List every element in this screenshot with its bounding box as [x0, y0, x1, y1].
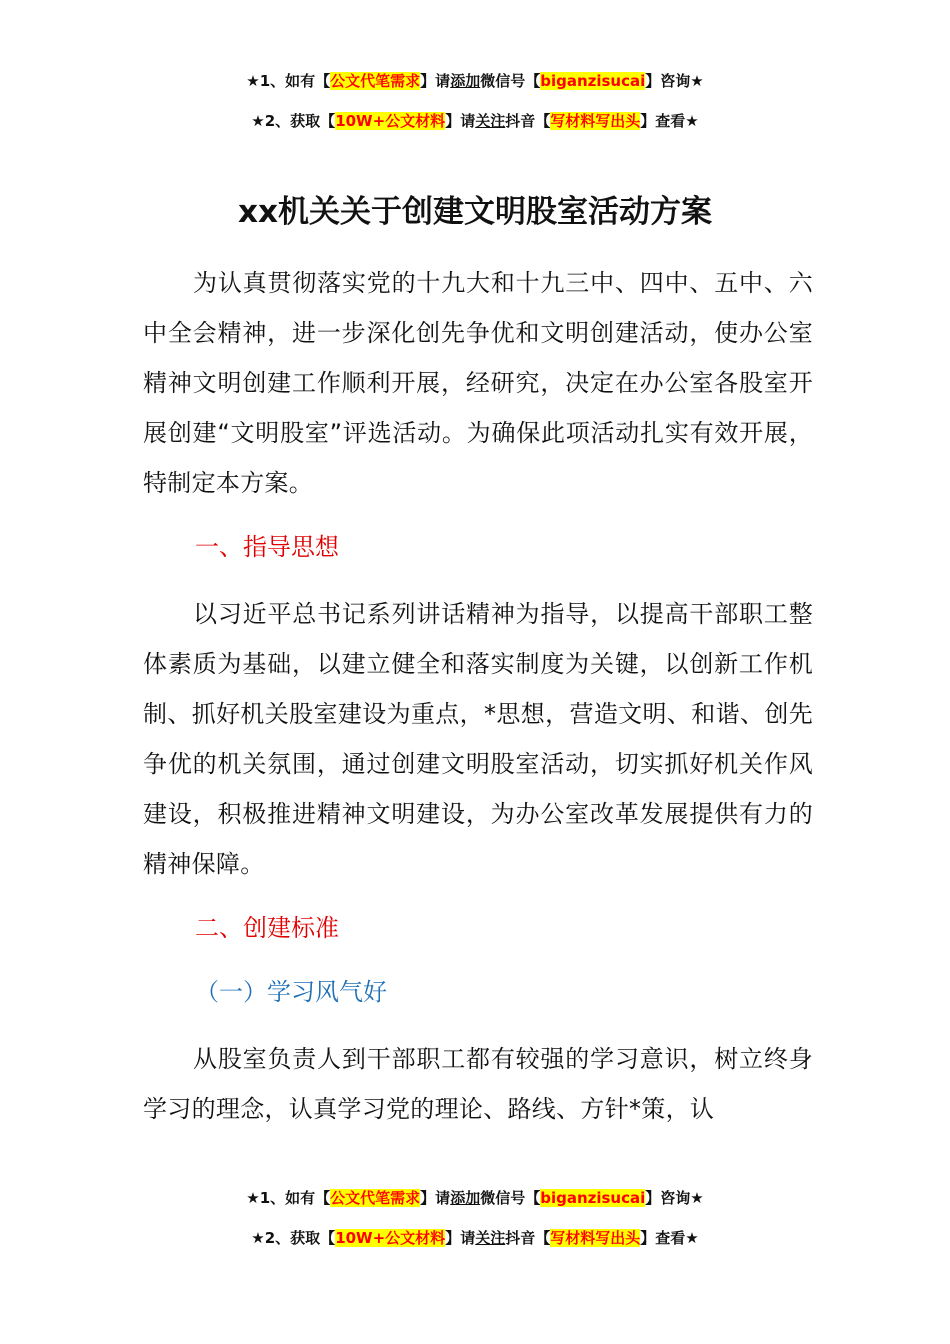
- banner-text: 】请: [445, 1229, 476, 1247]
- banner-text: 】咨询★: [645, 72, 704, 90]
- banner-highlight: 公文代笔需求: [330, 1189, 421, 1207]
- banner-highlight: biganzisucai: [540, 72, 646, 90]
- banner-text: ★2、获取【: [251, 112, 336, 130]
- banner-text: ★1、如有【: [246, 1189, 331, 1207]
- banner-highlight: 公文代笔需求: [330, 72, 421, 90]
- banner-highlight: 10W+公文材料: [335, 112, 446, 130]
- banner-highlight: 写材料写出头: [550, 112, 641, 130]
- section-1-heading: 一、指导思想: [195, 533, 339, 561]
- banner-text: 抖音【: [505, 112, 551, 130]
- banner-text: 】查看★: [640, 112, 699, 130]
- banner-underline: 添加: [450, 72, 481, 90]
- banner-text: 】请: [445, 112, 476, 130]
- banner-highlight: biganzisucai: [540, 1189, 646, 1207]
- section-1-paragraph: 以习近平总书记系列讲话精神为指导，以提高干部职工整体素质为基础，以建立健全和落实制度为关键，以创新工作机制、抓好机关股室建设为重点，*思想，营造文明、和谐、创先争优的机关氛围，通过创建文明股室活动，切实抓好机关作风建设，积极推进精神文明建设，为办公室改革发展提供有力的精神保障。: [143, 600, 813, 878]
- banner-text: 抖音【: [505, 1229, 551, 1247]
- banner-text: ★1、如有【: [246, 72, 331, 90]
- intro-section: [143, 258, 813, 508]
- banner-underline: 关注: [475, 112, 506, 130]
- banner-text: 微信号【: [480, 72, 541, 90]
- banner-underline: 添加: [450, 1189, 481, 1207]
- bottom-banner-line-1: [0, 1188, 950, 1208]
- banner-highlight: 10W+公文材料: [335, 1229, 446, 1247]
- banner-highlight: 写材料写出头: [550, 1229, 641, 1247]
- banner-text: 】请: [420, 1189, 451, 1207]
- banner-text: 微信号【: [480, 1189, 541, 1207]
- banner-text: ★2、获取【: [251, 1229, 336, 1247]
- banner-underline: 关注: [475, 1229, 506, 1247]
- document-title: xx机关关于创建文明股室活动方案: [238, 194, 712, 230]
- section-2-heading: 二、创建标准: [195, 914, 339, 942]
- top-banner-line-2: [0, 111, 950, 131]
- bottom-banner-line-2: [0, 1228, 950, 1248]
- subsection-1-paragraph: 从股室负责人到干部职工都有较强的学习意识，树立终身学习的理念，认真学习党的理论、路线、方针*策，认: [143, 1045, 813, 1123]
- section-1: [143, 589, 813, 889]
- banner-text: 】查看★: [640, 1229, 699, 1247]
- banner-text: 】请: [420, 72, 451, 90]
- intro-paragraph: 为认真贯彻落实党的十九大和十九三中、四中、五中、六中全会精神，进一步深化创先争优和文明创建活动，使办公室精神文明创建工作顺利开展，经研究，决定在办公室各股室开展创建“文明股室”评选活动。为确保此项活动扎实有效开展，特制定本方案。: [143, 269, 813, 497]
- subsection-1-heading: （一）学习风气好: [195, 978, 387, 1006]
- subsection-1: [143, 1034, 813, 1134]
- banner-text: 】咨询★: [645, 1189, 704, 1207]
- top-banner-line-1: [0, 71, 950, 91]
